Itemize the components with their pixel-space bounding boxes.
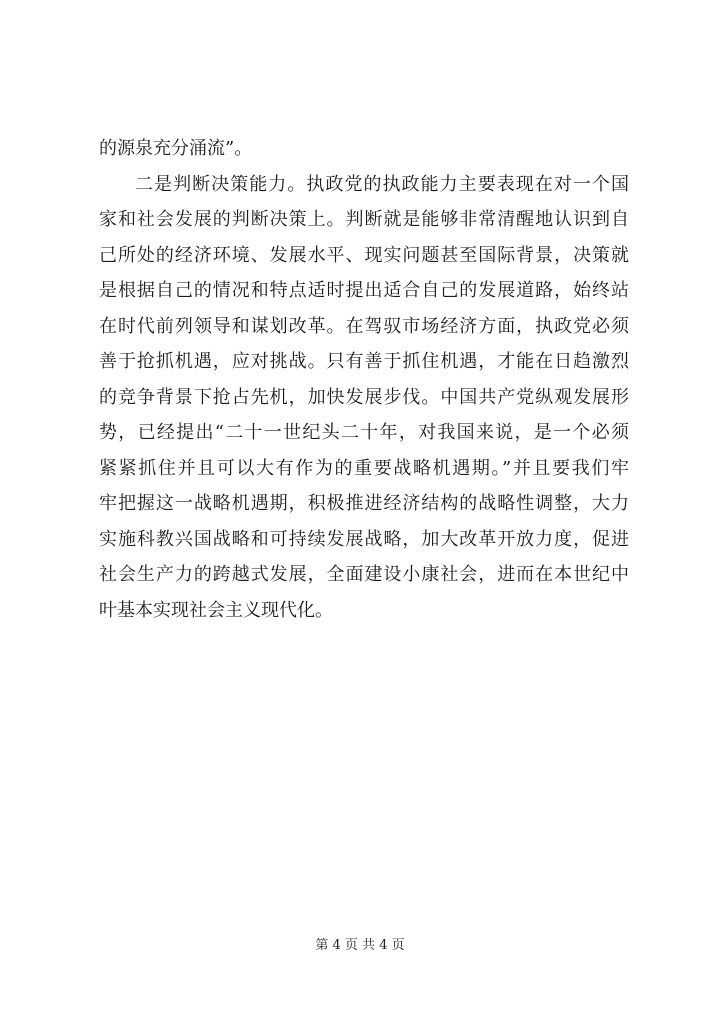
paragraph-line: 己所处的经济环境、发展水平、现实问题甚至国际背景，决策就 (99, 245, 629, 266)
paragraph-line: 二是判断决策能力。执政党的执政能力主要表现在对一个国 (135, 174, 629, 195)
paragraph-line: 的源泉充分涌流”。 (99, 138, 253, 159)
paragraph-line: 社会生产力的跨越式发展，全面建设小康社会，进而在本世纪中 (99, 564, 629, 585)
paragraph-line: 家和社会发展的判断决策上。判断就是能够非常清醒地认识到自 (99, 209, 629, 230)
paragraph-line: 牢把握这一战略机遇期，积极推进经济结构的战略性调整，大力 (99, 493, 629, 514)
paragraph-line: 叶基本实现社会主义现代化。 (99, 600, 333, 621)
paragraph-line: 的竞争背景下抢占先机，加快发展步伐。中国共产党纵观发展形 (99, 387, 629, 408)
paragraph-line: 善于抢抓机遇，应对挑战。只有善于抓住机遇，才能在日趋激烈 (99, 351, 629, 372)
paragraph-line: 势，已经提出“二十一世纪头二十年，对我国来说，是一个必须 (99, 422, 629, 443)
paragraph-line: 在时代前列领导和谋划改革。在驾驭市场经济方面，执政党必须 (99, 316, 629, 337)
paragraph-line: 实施科教兴国战略和可持续发展战略，加大改革开放力度，促进 (99, 529, 629, 550)
paragraph-line: 是根据自己的情况和特点适时提出适合自己的发展道路，始终站 (99, 280, 629, 301)
paragraph-line: 紧紧抓住并且可以大有作为的重要战略机遇期。”并且要我们牢 (99, 458, 629, 479)
page-number-footer: 第 4 页 共 4 页 (315, 938, 405, 953)
